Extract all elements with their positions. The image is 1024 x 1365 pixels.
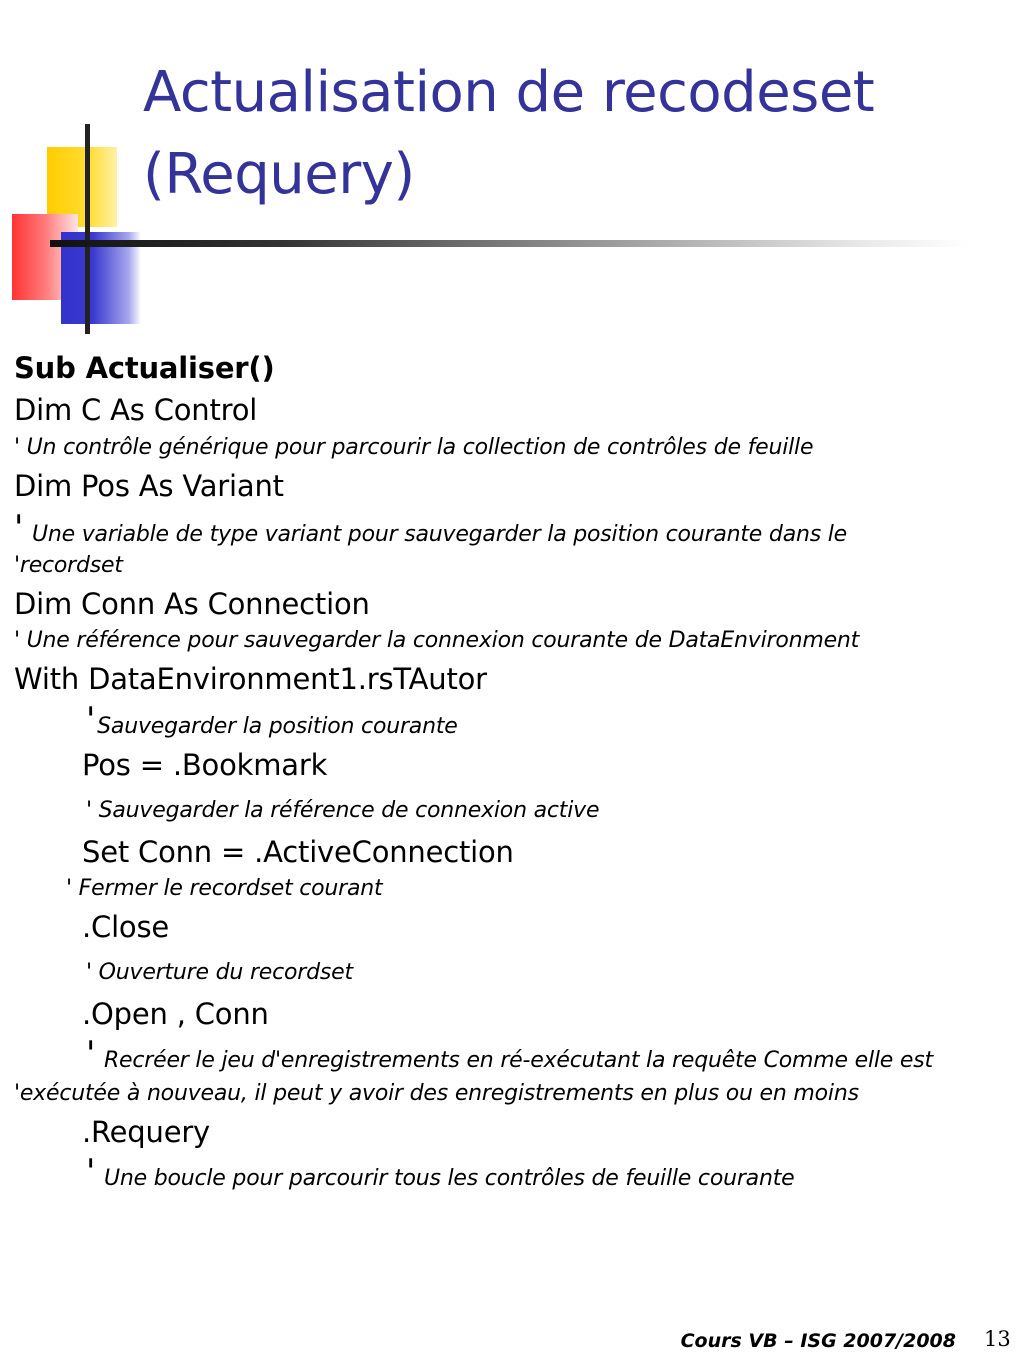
comment-save-pos	[86, 700, 458, 741]
comment-conn: ' Une référence pour sauvegarder la connexion courante de DataEnvironment	[14, 628, 860, 653]
comment-close: ' Fermer le recordset courant	[66, 876, 383, 901]
comment-save-conn: ' Sauvegarder la référence de connexion active	[86, 798, 600, 823]
comment-pos-cont: 'recordset	[14, 553, 123, 578]
slide-title	[143, 52, 874, 216]
comment-mark: '	[86, 1034, 96, 1074]
title-underline-rule	[50, 240, 970, 247]
with-statement: With DataEnvironment1.rsTAutor	[14, 662, 487, 696]
comment-c	[14, 434, 813, 462]
vertical-rule	[85, 124, 90, 334]
page-number: 13	[984, 1327, 1011, 1351]
title-line-2: (Requery)	[143, 142, 415, 207]
comment-mark: '	[86, 700, 96, 740]
comment-mark: '	[14, 435, 20, 460]
comment-text: Un contrôle générique pour parcourir la collection de contrôles de feuille	[26, 435, 814, 460]
comment-loop	[86, 1152, 795, 1193]
pos-assign-line: Pos = .Bookmark	[82, 748, 328, 782]
title-line-1: Actualisation de recodeset	[143, 60, 875, 125]
set-conn-line: Set Conn = .ActiveConnection	[82, 835, 514, 869]
dim-c-line: Dim C As Control	[14, 393, 258, 427]
comment-mark: '	[86, 1152, 96, 1192]
dim-conn-line: Dim Conn As Connection	[14, 587, 370, 621]
comment-requery-cont: 'exécutée à nouveau, il peut y avoir des enregistrements en plus ou en moins	[14, 1081, 859, 1106]
comment-open: ' Ouverture du recordset	[86, 960, 353, 985]
slide-footer: Cours VB – ISG 2007/2008	[680, 1330, 956, 1352]
close-statement: .Close	[82, 910, 170, 944]
comment-text: Recréer le jeu d'enregistrements en ré-exécutant la requête Comme elle est	[103, 1048, 933, 1073]
comment-text: Une variable de type variant pour sauvegarder la position courante dans le	[31, 522, 848, 547]
comment-mark: '	[14, 508, 24, 548]
sub-declaration: Sub Actualiser()	[14, 351, 275, 385]
dim-pos-line: Dim Pos As Variant	[14, 469, 284, 503]
comment-requery	[86, 1034, 933, 1075]
comment-text: Une boucle pour parcourir tous les contrôles de feuille courante	[103, 1166, 795, 1191]
comment-text: Sauvegarder la position courante	[97, 714, 458, 739]
requery-statement: .Requery	[82, 1115, 211, 1149]
comment-pos	[14, 508, 848, 549]
open-statement: .Open , Conn	[82, 997, 269, 1031]
